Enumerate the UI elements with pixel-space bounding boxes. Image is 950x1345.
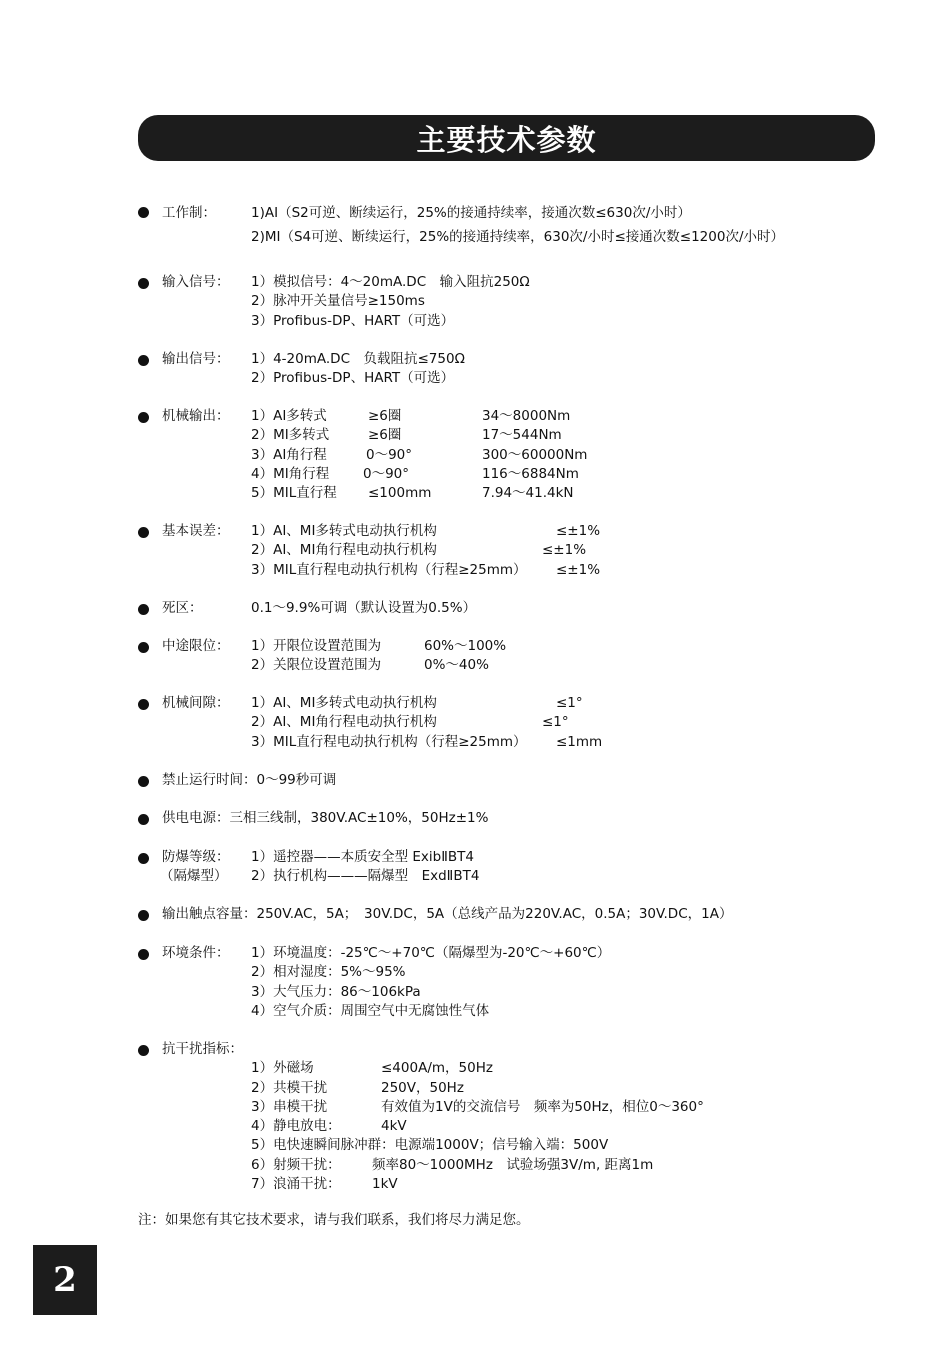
emc-item: 1）外磁场 bbox=[251, 1060, 314, 1077]
mech-torque: 17～544Nm bbox=[482, 427, 562, 444]
section-dead-zone bbox=[138, 599, 918, 618]
mech-type: 1）AI多转式 bbox=[251, 408, 327, 424]
limit-item: 1）开限位设置范围为 bbox=[251, 638, 382, 654]
input-signal-line: 1）模拟信号：4～20mA.DC 输入阻抗250Ω bbox=[251, 274, 530, 290]
emc-item: 2）共模干扰 bbox=[251, 1079, 328, 1096]
emc-item: 5）电快速瞬间脉冲群：电源端1000V；信号输入端：500V bbox=[251, 1137, 609, 1154]
backlash-value: ≤1° bbox=[556, 695, 583, 711]
title-banner bbox=[138, 115, 875, 161]
bullet-icon bbox=[138, 853, 149, 864]
section-label: 中途限位： bbox=[162, 638, 230, 654]
backlash-item: 1）AI、MI多转式电动执行机构 bbox=[251, 695, 437, 711]
bullet-icon bbox=[138, 207, 149, 218]
mech-type: 3）AI角行程 bbox=[251, 446, 327, 463]
section-output-signal bbox=[138, 350, 918, 389]
limit-value: 0%～40% bbox=[424, 657, 489, 674]
backlash-item: 3）MIL直行程电动执行机构（行程≥25mm） bbox=[251, 733, 527, 750]
output-signal-line: 2）Profibus-DP、HART（可选） bbox=[251, 370, 455, 387]
mech-range: ≥6圈 bbox=[368, 408, 402, 424]
bullet-icon bbox=[138, 412, 149, 423]
backlash-value: ≤1° bbox=[542, 714, 569, 731]
bullet-icon bbox=[138, 278, 149, 289]
input-signal-line: 3）Profibus-DP、HART（可选） bbox=[251, 312, 455, 329]
backlash-item: 2）AI、MI角行程电动执行机构 bbox=[251, 714, 437, 731]
input-signal-line: 2）脉冲开关量信号≥150ms bbox=[251, 293, 425, 310]
error-value: ≤±1% bbox=[556, 561, 601, 578]
bullet-icon bbox=[138, 604, 149, 615]
mech-range: ≥6圈 bbox=[368, 427, 402, 444]
mech-torque: 116～6884Nm bbox=[482, 465, 579, 482]
work-mode-line: 2)MI（S4可逆、断续运行，25%的接通持续率，630次/小时≤接通次数≤1200次/小时） bbox=[251, 229, 784, 245]
backlash-value: ≤1mm bbox=[556, 733, 603, 750]
emc-item: 4）静电放电： bbox=[251, 1118, 341, 1135]
explosion-line: 2）执行机构———隔爆型 ExdⅡBT4 bbox=[251, 868, 480, 885]
section-backlash bbox=[138, 694, 918, 752]
emc-value: 250V，50Hz bbox=[381, 1079, 464, 1096]
section-label: 机械间隙： bbox=[162, 695, 230, 711]
mech-range: 0～90° bbox=[366, 446, 413, 463]
error-item: 3）MIL直行程电动执行机构（行程≥25mm） bbox=[251, 561, 527, 578]
error-item: 2）AI、MI角行程电动执行机构 bbox=[251, 542, 437, 559]
emc-item: 7）浪涌干扰： bbox=[251, 1176, 341, 1193]
emc-value: 4kV bbox=[381, 1118, 407, 1135]
bullet-icon bbox=[138, 1045, 149, 1056]
section-label: 防爆等级： bbox=[162, 849, 230, 865]
output-signal-line: 1）4-20mA.DC 负载阻抗≤750Ω bbox=[251, 351, 465, 367]
dead-zone-value: 0.1～9.9%可调（默认设置为0.5%） bbox=[251, 600, 477, 616]
bullet-icon bbox=[138, 949, 149, 960]
emc-value: ≤400A/m，50Hz bbox=[381, 1060, 493, 1077]
section-power-supply bbox=[138, 809, 918, 828]
mech-type: 4）MI角行程 bbox=[251, 465, 330, 482]
bullet-icon bbox=[138, 527, 149, 538]
error-value: ≤±1% bbox=[542, 542, 587, 559]
section-inhibit-time bbox=[138, 771, 918, 790]
emc-item: 6）射频干扰： bbox=[251, 1156, 341, 1173]
section-label: 输出信号： bbox=[162, 351, 230, 367]
error-value: ≤±1% bbox=[556, 523, 601, 539]
bullet-icon bbox=[138, 910, 149, 921]
emc-value: 频率80～1000MHz 试验场强3V/m, 距离1m bbox=[372, 1156, 654, 1173]
section-sublabel: （隔爆型） bbox=[160, 868, 228, 885]
page-title: 主要技术参数 bbox=[416, 122, 597, 157]
contact-capacity-text: 输出触点容量：250V.AC，5A； 30V.DC，5A（总线产品为220V.AC，0.5A；30V.DC，1A） bbox=[162, 906, 733, 922]
mech-torque: 34～8000Nm bbox=[482, 408, 571, 424]
section-input-signal bbox=[138, 273, 918, 331]
work-mode-line: 1)AI（S2可逆、断续运行，25%的接通持续率，接通次数≤630次/小时） bbox=[251, 205, 691, 221]
footnote: 注：如果您有其它技术要求，请与我们联系，我们将尽力满足您。 bbox=[138, 1212, 530, 1228]
mech-torque: 300～60000Nm bbox=[482, 446, 588, 463]
section-label: 环境条件： bbox=[162, 945, 230, 961]
bullet-icon bbox=[138, 355, 149, 366]
environment-line: 4）空气介质：周围空气中无腐蚀性气体 bbox=[251, 1002, 490, 1019]
section-label: 死区： bbox=[162, 600, 203, 616]
section-explosion bbox=[138, 848, 918, 887]
page-number: 2 bbox=[33, 1245, 97, 1315]
section-environment bbox=[138, 944, 918, 1021]
section-basic-error bbox=[138, 522, 918, 580]
section-contact-capacity bbox=[138, 905, 918, 924]
section-label: 抗干扰指标： bbox=[162, 1041, 243, 1057]
limit-value: 60%～100% bbox=[424, 638, 507, 654]
section-label: 基本误差： bbox=[162, 523, 230, 539]
section-mech-output bbox=[138, 407, 918, 503]
mech-range: 0～90° bbox=[363, 465, 410, 482]
environment-line: 2）相对湿度：5%～95% bbox=[251, 964, 406, 981]
inhibit-time-text: 禁止运行时间：0～99秒可调 bbox=[162, 772, 337, 788]
bullet-icon bbox=[138, 776, 149, 787]
mech-range: ≤100mm bbox=[368, 485, 432, 502]
bullet-icon bbox=[138, 699, 149, 710]
section-emc bbox=[138, 1040, 918, 1194]
environment-line: 1）环境温度：-25℃～+70℃（隔爆型为-20℃～+60℃） bbox=[251, 945, 611, 961]
section-label: 输入信号： bbox=[162, 274, 230, 290]
bullet-icon bbox=[138, 642, 149, 653]
environment-line: 3）大气压力：86～106kPa bbox=[251, 983, 421, 1000]
power-supply-text: 供电电源：三相三线制，380V.AC±10%，50Hz±1% bbox=[162, 810, 489, 826]
error-item: 1）AI、MI多转式电动执行机构 bbox=[251, 523, 437, 539]
emc-item: 3）串模干扰 bbox=[251, 1098, 328, 1115]
section-work-mode bbox=[138, 201, 918, 249]
mech-type: 2）MI多转式 bbox=[251, 427, 330, 444]
mech-torque: 7.94～41.4kN bbox=[482, 485, 574, 502]
limit-item: 2）关限位设置范围为 bbox=[251, 657, 382, 674]
bullet-icon bbox=[138, 814, 149, 825]
emc-value: 1kV bbox=[372, 1176, 398, 1193]
mech-type: 5）MIL直行程 bbox=[251, 485, 337, 502]
section-mid-limit bbox=[138, 637, 918, 676]
section-label: 工作制： bbox=[162, 205, 216, 221]
section-label: 机械输出： bbox=[162, 408, 230, 424]
emc-value: 有效值为1V的交流信号 频率为50Hz，相位0～360° bbox=[381, 1098, 704, 1115]
explosion-line: 1）遥控器——本质安全型 ExibⅡBT4 bbox=[251, 849, 474, 865]
